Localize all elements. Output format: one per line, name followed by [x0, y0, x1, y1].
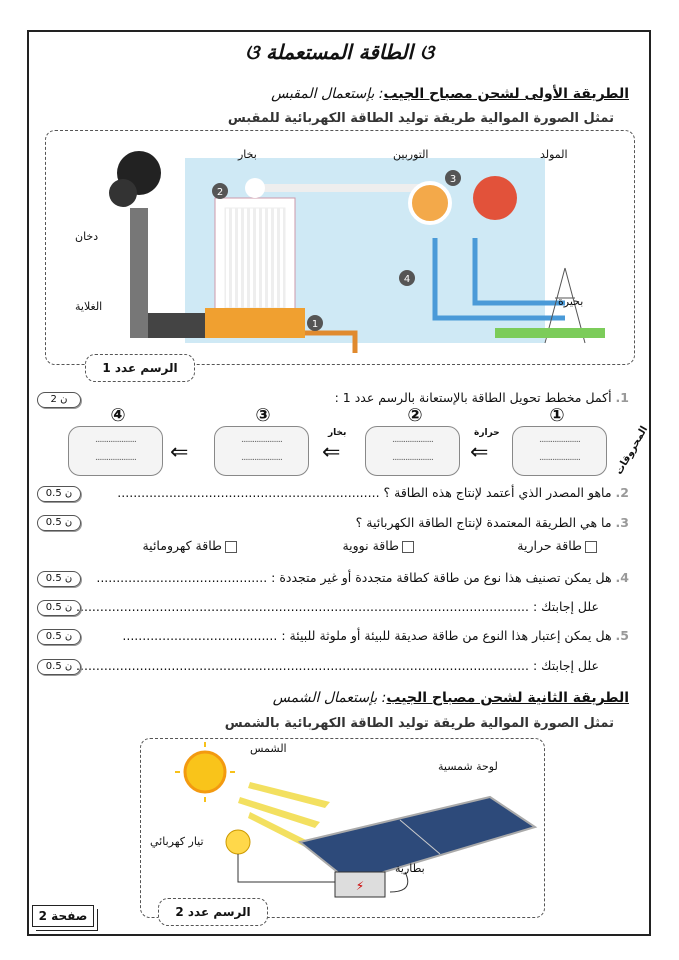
marker-4: 4	[403, 274, 411, 285]
points-badge: 0.5 ن	[37, 600, 81, 616]
svg-text:⚡: ⚡	[355, 879, 365, 893]
arrow-left-icon: ⇐	[322, 440, 341, 465]
page-number: صفحة 2	[32, 905, 94, 927]
marker-3: 3	[449, 174, 457, 185]
label-lake: بحيرة	[558, 295, 584, 308]
option-nuclear[interactable]: طاقة نووية	[342, 538, 414, 553]
question-4-justify: علل إجابتك : ..................................................................................................................	[76, 599, 599, 614]
marker-1: 1	[311, 319, 319, 330]
step-number: ②	[407, 405, 423, 426]
arrow-label-heat: حرارة	[474, 428, 500, 438]
question-5-justify: علل إجابتك : ..................................................................................................................	[76, 658, 599, 673]
marker-2: 2	[216, 187, 224, 198]
flow-box-1[interactable]: ...................... ......................	[512, 426, 607, 476]
arrow-left-icon: ⇐	[170, 440, 189, 465]
step-number: ④	[110, 405, 126, 426]
label-sun: الشمس	[250, 742, 287, 755]
fuel-label: المحروقات	[613, 424, 651, 477]
label-battery: بطارية	[395, 862, 425, 875]
power-plant-diagram	[55, 138, 625, 358]
label-boiler: الغلاية	[75, 300, 103, 313]
method1-heading: الطريقة الأولى لشحن مصباح الجيب: بإستعمال المقبس	[271, 86, 629, 102]
flow-box-4[interactable]: ...................... ......................	[68, 426, 163, 476]
label-current: تيار كهربائي	[150, 835, 204, 848]
step-number: ①	[549, 405, 565, 426]
label-steam: بخار	[238, 148, 257, 161]
label-solar-panel: لوحة شمسية	[438, 760, 498, 773]
label-smoke: دخان	[75, 230, 99, 243]
diagram1-caption: الرسم عدد 1	[85, 354, 195, 382]
points-badge: 0.5 ن	[37, 659, 81, 675]
question-2: 2. ماهو المصدر الذي أعتمد لإنتاج هذه الطاقة ؟ ..................................................................	[117, 485, 629, 500]
points-badge: 0.5 ن	[37, 629, 81, 645]
points-badge: 0.5 ن	[37, 571, 81, 587]
question-5: 5. هل يمكن إعتبار هذا النوع من طاقة صديقة للبيئة أو ملوثة للبيئة : .......................................	[122, 628, 629, 643]
arrow-left-icon: ⇐	[470, 440, 489, 465]
points-badge: 0.5 ن	[37, 486, 81, 502]
option-thermal[interactable]: طاقة حرارية	[517, 538, 597, 553]
question-4: 4. هل يمكن تصنيف هذا نوع من طاقة كطاقة متجددة أو غير متجددة : ...........................................	[96, 570, 629, 585]
question-1: 1. أكمل مخطط تحويل الطاقة بالإستعانة بالرسم عدد 1 :	[334, 390, 629, 405]
checkbox[interactable]	[402, 541, 414, 553]
method1-intro: تمثل الصورة الموالية طريقة توليد الطاقة الكهربائية للمقبس	[227, 111, 614, 126]
arrow-label-steam: بخار	[328, 428, 347, 438]
points-badge: 0.5 ن	[37, 515, 81, 531]
page-title: ଓ الطاقة المستعملة ଓ	[245, 40, 434, 64]
flow-box-3[interactable]: ...................... ......................	[214, 426, 309, 476]
method2-intro: تمثل الصورة الموالية طريقة توليد الطاقة الكهربائية بالشمس	[224, 716, 614, 731]
option-hydro[interactable]: طاقة كهرومائية	[142, 538, 237, 553]
step-number: ③	[255, 405, 271, 426]
flow-box-2[interactable]: ...................... ......................	[365, 426, 460, 476]
method2-heading: الطريقة الثانية لشحن مصباح الجيب: بإستعمال الشمس	[272, 690, 629, 706]
checkbox[interactable]	[225, 541, 237, 553]
diagram2-caption: الرسم عدد 2	[158, 898, 268, 926]
label-turbine: التوربين	[393, 148, 429, 161]
label-generator: المولد	[540, 148, 568, 161]
question-3: 3. ما هي الطريقة المعتمدة لإنتاج الطاقة الكهربائية ؟	[355, 515, 629, 530]
checkbox[interactable]	[585, 541, 597, 553]
points-badge: 2 ن	[37, 392, 81, 408]
